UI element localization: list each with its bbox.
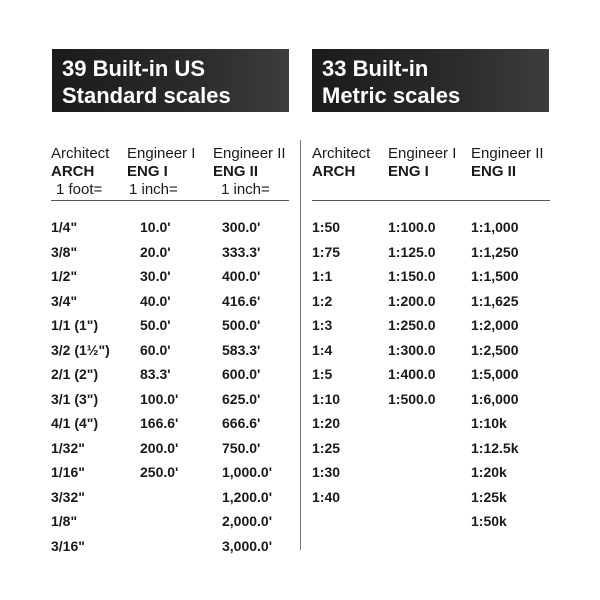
- scale-value: 30.0': [140, 268, 171, 284]
- us-banner-line-1: 39 Built-in US: [62, 56, 206, 81]
- scale-value: 1/16": [51, 464, 85, 480]
- scale-value: 20.0': [140, 243, 171, 260]
- scale-value: 1:1,625: [471, 292, 519, 309]
- scale-value: 600.0': [222, 366, 261, 382]
- metric-banner-line-1: 33 Built-in: [322, 56, 429, 81]
- metric-engineer1-name: Engineer I: [388, 145, 457, 162]
- scale-value: 1:1,500: [471, 268, 519, 284]
- metric-scales-banner: [312, 49, 549, 112]
- metric-architect-abbr: ARCH: [312, 163, 356, 180]
- us-architect-name: Architect: [51, 145, 110, 162]
- scale-value: 2/1 (2"): [51, 366, 99, 382]
- scale-value: 1:5,000: [471, 366, 519, 382]
- scale-value: 1:25k: [471, 488, 507, 505]
- scale-value: 1:400.0: [388, 366, 436, 382]
- us-architect-unit: 1 foot=: [56, 181, 103, 198]
- scale-value: 250.0': [140, 464, 179, 480]
- scale-value: 1:3: [312, 317, 333, 333]
- scale-value: 1:5: [312, 366, 333, 382]
- metric-architect-column: [312, 215, 340, 509]
- scale-value: 3/2 (1½"): [51, 341, 110, 358]
- scale-value: 83.3': [140, 366, 171, 382]
- scale-value: 1:1,250: [471, 243, 519, 260]
- scale-value: 1:25: [312, 439, 341, 456]
- scale-value: 1:250.0: [388, 317, 436, 333]
- scale-value: 3/4": [51, 292, 78, 309]
- scale-value: 3,000.0': [222, 537, 273, 554]
- scale-value: 583.3': [222, 341, 261, 358]
- scale-value: 1:2: [312, 292, 333, 309]
- scale-value: 1:1: [312, 268, 333, 284]
- metric-engineer1-abbr: ENG I: [388, 163, 429, 180]
- scale-value: 3/1 (3"): [51, 390, 99, 407]
- scale-value: 1:4: [312, 341, 333, 358]
- scale-value: 1:40: [312, 488, 341, 505]
- scale-value: 2,000.0': [222, 513, 273, 529]
- scale-value: 1,200.0': [222, 488, 273, 505]
- scale-value: 1:75: [312, 243, 341, 260]
- scale-value: 1/4": [51, 219, 78, 235]
- scale-value: 3/32": [51, 488, 85, 505]
- scale-value: 500.0': [222, 317, 261, 333]
- us-engineer1-header: [127, 145, 195, 199]
- scale-value: 4/1 (4"): [51, 415, 99, 431]
- us-scales-banner: [52, 49, 289, 112]
- us-engineer2-header: [213, 145, 286, 199]
- scale-value: 1:150.0: [388, 268, 436, 284]
- scale-value: 1:12.5k: [471, 439, 519, 456]
- scale-value: 1/2": [51, 268, 78, 284]
- scale-value: 333.3': [222, 243, 261, 260]
- metric-engineer2-name: Engineer II: [471, 145, 544, 162]
- us-engineer2-name: Engineer II: [213, 145, 286, 162]
- us-engineer2-column: [222, 215, 272, 558]
- metric-engineer2-header: [471, 145, 544, 181]
- scale-value: 750.0': [222, 439, 261, 456]
- metric-engineer2-column: [471, 215, 518, 534]
- us-engineer2-abbr: ENG II: [213, 163, 259, 180]
- metric-engineer2-abbr: ENG II: [471, 163, 517, 180]
- scale-value: 1:2,500: [471, 341, 519, 358]
- scale-value: 200.0': [140, 439, 179, 456]
- us-architect-abbr: ARCH: [51, 163, 95, 180]
- scale-value: 1/32": [51, 439, 85, 456]
- scale-value: 1:1,000: [471, 219, 519, 235]
- scale-value: 1:2,000: [471, 317, 519, 333]
- us-engineer1-column: [140, 215, 178, 485]
- scale-value: 625.0': [222, 390, 261, 407]
- scale-value: 100.0': [140, 390, 179, 407]
- scale-value: 1:100.0: [388, 219, 436, 235]
- us-header-separator: [51, 200, 289, 201]
- scale-value: 1:50: [312, 219, 341, 235]
- us-architect-header: [51, 145, 109, 199]
- scale-value: 1:6,000: [471, 390, 519, 407]
- scale-value: 416.6': [222, 292, 261, 309]
- metric-architect-header: [312, 145, 370, 181]
- scale-value: 166.6': [140, 415, 179, 431]
- us-engineer1-unit: 1 inch=: [129, 181, 178, 198]
- scale-value: 60.0': [140, 341, 171, 358]
- metric-engineer1-column: [388, 215, 435, 411]
- scale-value: 1:125.0: [388, 243, 436, 260]
- scale-value: 1,000.0': [222, 464, 273, 480]
- scale-value: 1:20k: [471, 464, 507, 480]
- scale-value: 1:20: [312, 415, 341, 431]
- metric-engineer1-header: [388, 145, 456, 181]
- scale-value: 50.0': [140, 317, 171, 333]
- scale-value: 40.0': [140, 292, 171, 309]
- scale-value: 1:30: [312, 464, 341, 480]
- scale-value: 1:10: [312, 390, 341, 407]
- metric-header-separator: [312, 200, 550, 201]
- scale-value: 1:10k: [471, 415, 507, 431]
- scale-value: 1/8": [51, 513, 78, 529]
- scale-value: 1/1 (1"): [51, 317, 99, 333]
- column-divider: [300, 140, 301, 550]
- scale-value: 1:500.0: [388, 390, 436, 407]
- us-architect-column: [51, 215, 110, 558]
- us-engineer1-abbr: ENG I: [127, 163, 168, 180]
- scale-value: 400.0': [222, 268, 261, 284]
- us-engineer1-name: Engineer I: [127, 145, 196, 162]
- scale-value: 1:200.0: [388, 292, 436, 309]
- scale-value: 3/16": [51, 537, 85, 554]
- metric-architect-name: Architect: [312, 145, 371, 162]
- scale-value: 10.0': [140, 219, 171, 235]
- scale-value: 1:50k: [471, 513, 507, 529]
- scale-value: 666.6': [222, 415, 261, 431]
- us-banner-line-2: Standard scales: [62, 83, 231, 108]
- scale-value: 3/8": [51, 243, 78, 260]
- metric-banner-line-2: Metric scales: [322, 83, 461, 108]
- us-engineer2-unit: 1 inch=: [221, 181, 270, 198]
- scale-value: 1:300.0: [388, 341, 436, 358]
- scale-value: 300.0': [222, 219, 261, 235]
